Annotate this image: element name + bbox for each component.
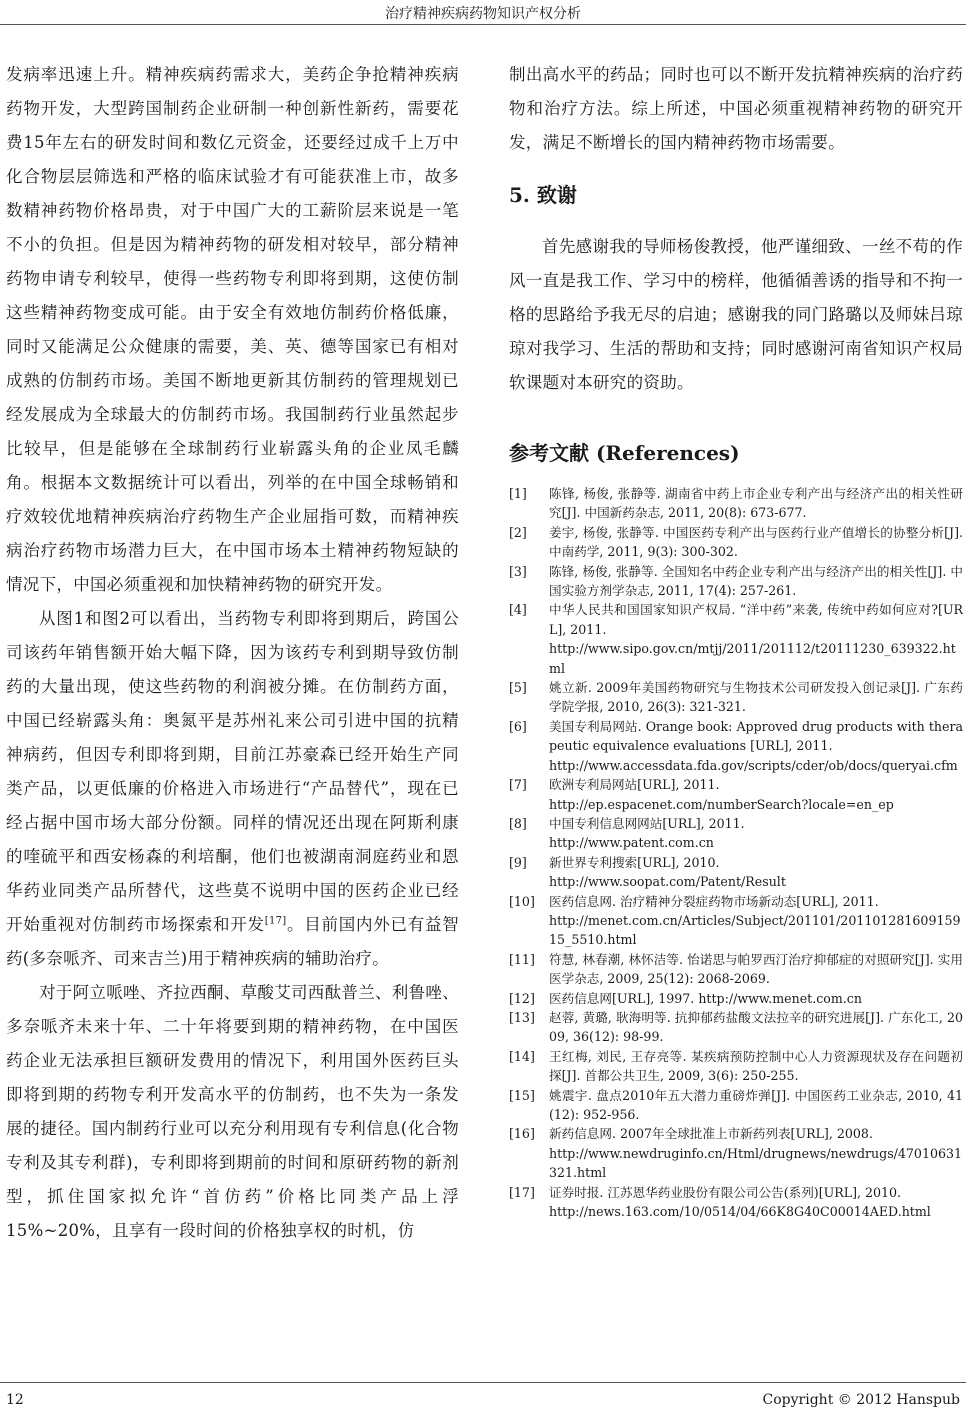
- reference-citation: 王红梅, 刘民, 王存亮等. 某疾病预防控制中心人力资源现状及存在问题初探[J]. 首都公共卫生, 2009, 3(6): 250-255.: [549, 1048, 963, 1084]
- reference-citation: 中国专利信息网网站[URL], 2011.: [549, 815, 745, 831]
- reference-number: [1]: [509, 486, 527, 501]
- reference-link[interactable]: http://news.163.com/10/0514/04/66K8G40C00014AED.html: [549, 1204, 931, 1220]
- reference-citation: 中华人民共和国国家知识产权局. “洋中药”来袭, 传统中药如何应对?[URL], 2011.: [549, 602, 963, 637]
- reference-citation: 赵蓉, 黄璐, 耿海明等. 抗抑郁药盐酸文法拉辛的研究进展[J]. 广东化工, 2009, 36(12): 98-99.: [549, 1009, 963, 1045]
- reference-citation: 符慧, 林春潮, 林怀洁等. 怡诺思与帕罗西汀治疗抑郁症的对照研究[J]. 实用医学杂志, 2009, 25(12): 2068-2069.: [549, 951, 963, 987]
- reference-number: [15]: [509, 1087, 535, 1103]
- reference-text: [549, 1008, 963, 1047]
- reference-text: [549, 950, 963, 989]
- body-paragraph-2-tail: 。目前国内外已有益智药(多奈哌齐、司来吉兰)用于精神疾病的辅助治疗。: [6, 915, 460, 968]
- copyright-notice: Copyright © 2012 Hanspub: [762, 1392, 960, 1408]
- reference-number: [13]: [509, 1009, 535, 1025]
- header-divider: [0, 24, 966, 25]
- reference-text: [549, 1183, 963, 1222]
- section-heading-acknowledgement: 5. 致谢: [509, 183, 577, 207]
- reference-item: [509, 1086, 963, 1125]
- reference-item: [509, 1008, 963, 1047]
- body-paragraph-3: 对于阿立哌唑、齐拉西酮、草酸艾司西酞普兰、利鲁唑、多奈哌齐未来十年、二十年将要到期的精神药物，在中国医药企业无法承担巨额研发费用的情况下，利用国外医药巨头即将到期的药物专利开发高水平的仿制药，也不失为一条发展的捷径。国内制药行业可以充分利用现有专利信息(化合物专利及其专利群)，专利即将到期前的时间和原研药物的新剂型，抓住国家拟允许“首仿药”价格比同类产品上浮15%~20%，且享有一段时间的价格独享权的时机，仿: [6, 983, 459, 1240]
- reference-citation: 新世界专利搜索[URL], 2010.: [549, 854, 720, 870]
- reference-item: [509, 562, 963, 601]
- left-column: [6, 58, 459, 1248]
- reference-text: [549, 717, 963, 775]
- reference-number: [17]: [509, 1184, 535, 1200]
- reference-citation: 姚震宇. 盘点2010年五大潜力重磅炸弹[J]. 中国医药工业杂志, 2010, 41(12): 952-956.: [549, 1087, 963, 1122]
- reference-text: [549, 775, 963, 814]
- body-paragraph-1: 发病率迅速上升。精神疾病药需求大，美药企争抢精神疾病药物开发，大型跨国制药企业研制一种创新性新药，需要花费15年左右的研发时间和数亿元资金，还要经过成千上万中化合物层层筛选和严格的临床试验才有可能获准上市，故多数精神药物价格昂贵，对于中国广大的工薪阶层来说是一笔不小的负担。但是因为精神药物的研发相对较早，部分精神药物申请专利较早，使得一些药物专利即将到期，这使仿制这些精神药物变成可能。由于安全有效地仿制药价格低廉，同时又能满足公众健康的需要，美、英、德等国家已有相对成熟的仿制药市场。美国不断地更新其仿制药的管理规划已经发展成为全球最大的仿制药市场。我国制药行业虽然起步比较早，但是能够在全球制药行业崭露头角的企业凤毛麟角。根据本文数据统计可以看出，列举的在中国全球畅销和疗效较优地精神疾病治疗药物生产企业屈指可数，而精神疾病治疗药物市场潜力巨大，在中国市场本土精神药物短缺的情况下，中国必须重视和加快精神药物的研究开发。: [6, 65, 459, 594]
- reference-citation: 医药信息网. 治疗精神分裂症药物市场新动态[URL], 2011.: [549, 893, 879, 909]
- reference-number: [8]: [509, 815, 527, 831]
- reference-number: [3]: [509, 563, 527, 579]
- reference-item: [509, 775, 963, 814]
- reference-number: [6]: [509, 718, 527, 734]
- reference-item: [509, 717, 963, 775]
- reference-text: [549, 814, 963, 853]
- references-heading: 参考文献 (References): [509, 441, 740, 465]
- reference-citation: 证券时报. 江苏恩华药业股份有限公司公告(系列)[URL], 2010.: [549, 1184, 902, 1200]
- reference-link[interactable]: http://menet.com.cn/Articles/Subject/201101/20110128160915915_5510.html: [549, 912, 961, 948]
- reference-citation: 新药信息网. 2007年全球批准上市新药列表[URL], 2008.: [549, 1126, 873, 1142]
- reference-number: [11]: [509, 951, 535, 967]
- reference-citation: 美国专利局网站. Orange book: Approved drug products with therapeutic equivalence evaluations [URL], 2011.: [549, 718, 963, 754]
- reference-number: [5]: [509, 680, 527, 696]
- reference-text: [549, 853, 963, 892]
- reference-citation: 医药信息网[URL], 1997. http://www.menet.com.cn: [549, 990, 862, 1006]
- reference-text: [549, 523, 963, 562]
- reference-link[interactable]: http://ep.espacenet.com/numberSearch?locale=en_ep: [549, 796, 894, 812]
- footer-divider: [0, 1382, 966, 1383]
- acknowledgement-paragraph: 首先感谢我的导师杨俊教授，他严谨细致、一丝不苟的作风一直是我工作、学习中的榜样，他循循善诱的指导和不拘一格的思路给予我无尽的启迪；感谢我的同门路璐以及师妹吕琼琼对我学习、生活的帮助和支持；同时感谢河南省知识产权局软课题对本研究的资助。: [509, 237, 963, 392]
- reference-number: [7]: [509, 777, 527, 793]
- reference-number: [9]: [509, 854, 527, 870]
- reference-link[interactable]: http://www.sipo.gov.cn/mtjj/2011/201112/t20111230_639322.html: [549, 641, 956, 676]
- body-paragraph-2-text: 从图1和图2可以看出，当药物专利即将到期后，跨国公司该药年销售额开始大幅下降，因为该药专利到期导致仿制药的大量出现，使这些药物的利润被分摊。在仿制药方面，中国已经崭露头角：奥氮平是苏州礼来公司引进中国的抗精神病药，但因专利即将到期，目前江苏豪森已经开始生产同类产品，以更低廉的价格进入市场进行“产品替代”，现在已经占据中国市场大部分份额。同样的情况还出现在阿斯利康的喹硫平和西安杨森的利培酮，他们也被湖南洞庭药业和恩华药业同类产品所替代，这些莫不说明中国的医药企业已经开始重视对仿制药市场探索和开发: [6, 609, 459, 934]
- reference-link[interactable]: http://www.accessdata.fda.gov/scripts/cder/ob/docs/queryai.cfm: [549, 757, 958, 773]
- reference-item: [509, 523, 963, 562]
- reference-item: [509, 600, 963, 678]
- reference-citation: 陈锋, 杨俊, 张静等. 全国知名中药企业专利产出与经济产出的相关性[J]. 中国实验方剂学杂志, 2011, 17(4): 257-261.: [549, 563, 963, 599]
- reference-text: [549, 600, 963, 678]
- reference-citation: 姚立新. 2009年美国药物研究与生物技术公司研发投入创记录[J]. 广东药学院学报, 2010, 26(3): 321-321.: [549, 680, 963, 715]
- reference-text: [549, 1086, 963, 1125]
- reference-link[interactable]: http://www.newdruginfo.cn/Html/drugnews/newdrugs/47010631321.html: [549, 1145, 963, 1181]
- running-title: 治疗精神疾病药物知识产权分析: [385, 6, 581, 22]
- body-paragraph-continued: 制出高水平的药品；同时也可以不断开发抗精神疾病的治疗药物和治疗方法。综上所述，中国必须重视精神药物的研究开发，满足不断增长的国内精神药物市场需要。: [509, 65, 963, 152]
- reference-item: [509, 1124, 963, 1182]
- reference-item: [509, 1047, 963, 1086]
- reference-item: [509, 814, 963, 853]
- reference-item: [509, 989, 963, 1008]
- reference-number: [16]: [509, 1126, 535, 1142]
- reference-text: [549, 892, 963, 950]
- reference-text: [549, 1124, 963, 1182]
- reference-citation: 欧洲专利局网站[URL], 2011.: [549, 777, 720, 793]
- reference-item: [509, 853, 963, 892]
- reference-item: [509, 484, 963, 523]
- reference-citation: 陈锋, 杨俊, 张静等. 湖南省中药上市企业专利产出与经济产出的相关性研究[J]. 中国新药杂志, 2011, 20(8): 673-677.: [549, 486, 963, 521]
- reference-text: [549, 1047, 963, 1086]
- citation-17[interactable]: [17]: [264, 915, 287, 927]
- reference-number: [12]: [509, 990, 535, 1006]
- reference-text: [549, 678, 963, 717]
- reference-item: [509, 1183, 963, 1222]
- reference-item: [509, 678, 963, 717]
- reference-number: [14]: [509, 1048, 535, 1064]
- reference-text: [549, 562, 963, 601]
- reference-link[interactable]: http://www.soopat.com/Patent/Result: [549, 874, 786, 890]
- reference-citation: 姜宇, 杨俊, 张静等. 中国医药专利产出与医药行业产值增长的协整分析[J]. 中南药学, 2011, 9(3): 300-302.: [549, 524, 963, 560]
- reference-item: [509, 950, 963, 989]
- reference-number: [10]: [509, 893, 535, 909]
- body-paragraph-2: [6, 602, 459, 976]
- reference-number: [2]: [509, 524, 527, 540]
- reference-item: [509, 892, 963, 950]
- right-column: [509, 58, 963, 1221]
- reference-list: [509, 484, 963, 1221]
- reference-number: [4]: [509, 602, 527, 618]
- reference-text: [549, 989, 963, 1008]
- page-number: 12: [6, 1392, 24, 1408]
- reference-link[interactable]: http://www.patent.com.cn: [549, 835, 714, 851]
- reference-text: [549, 484, 963, 523]
